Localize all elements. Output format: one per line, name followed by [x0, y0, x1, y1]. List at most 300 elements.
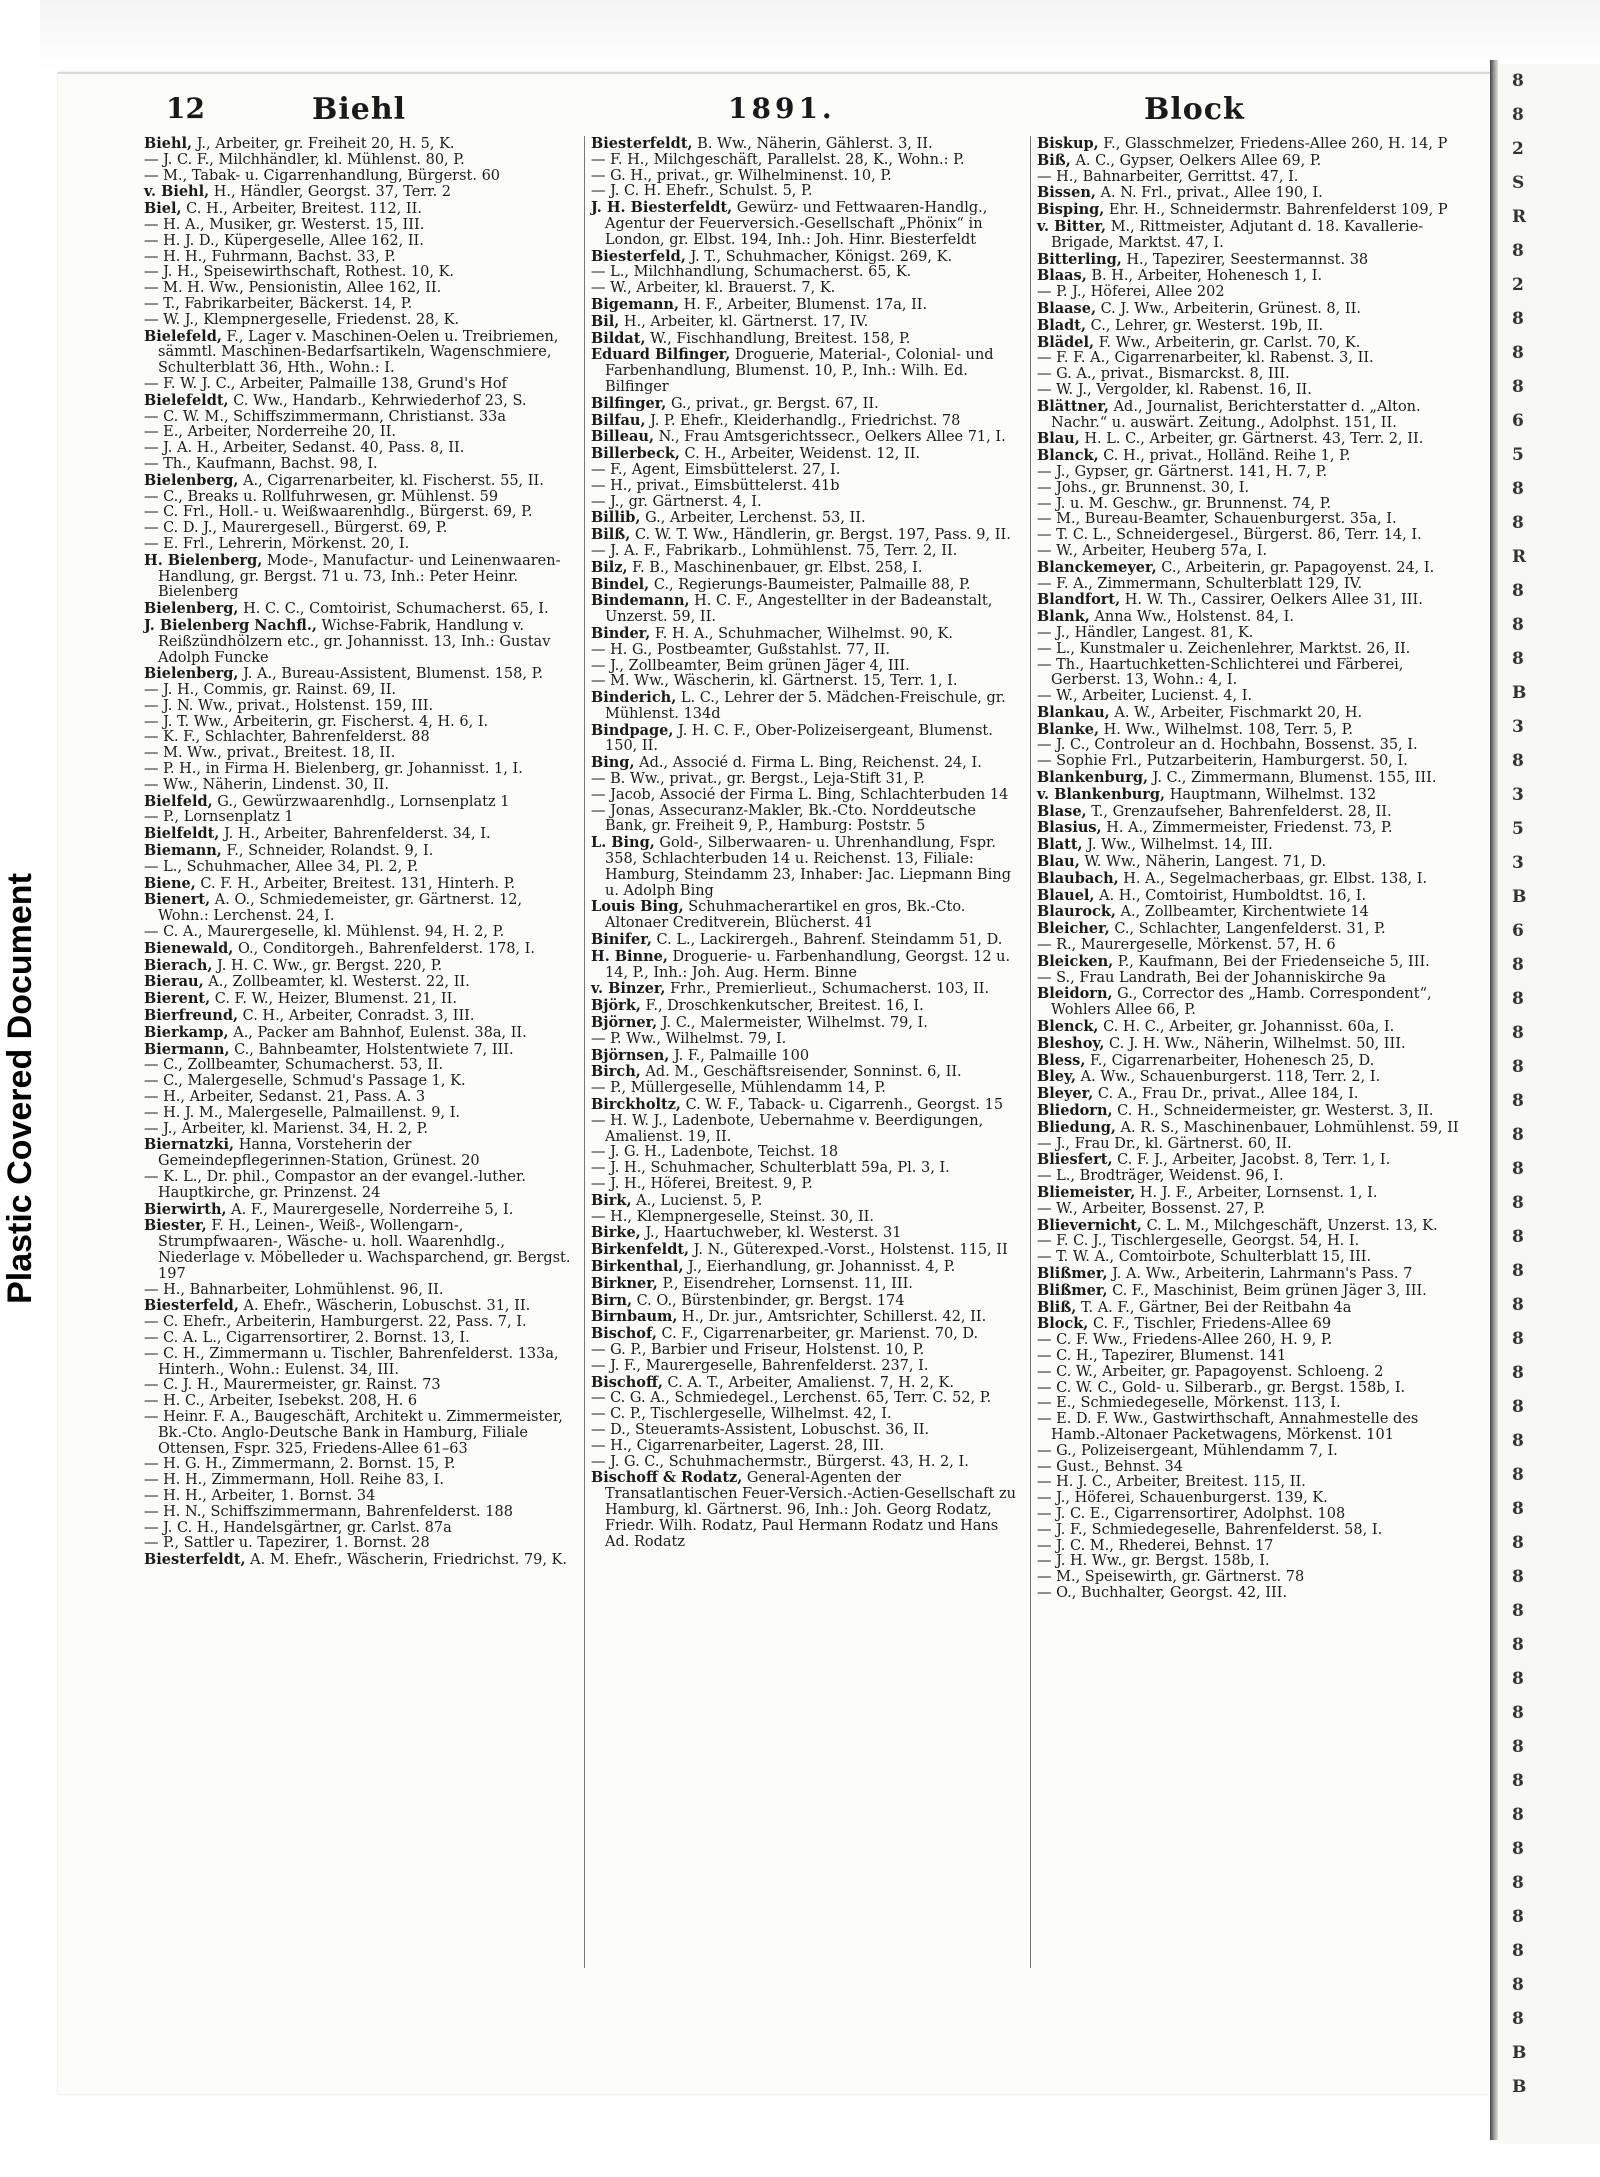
adjacent-page-letter: 8	[1512, 241, 1524, 261]
directory-entry	[1037, 1569, 1468, 1586]
entry-name: Bindel,	[591, 575, 650, 593]
entry-details: C. H., Schneidermeister, gr. Westerst. 3, II.	[1112, 1103, 1434, 1120]
adjacent-page-letter: 8	[1512, 343, 1524, 363]
entry-details: — C. H., Zimmermann u. Tischler, Bahrenfelderst. 133a, Hinterh., Wohn.: Eulenst. 34, III.	[144, 1345, 559, 1378]
entry-name: Birn,	[591, 1291, 632, 1309]
directory-entry	[1037, 1347, 1468, 1365]
directory-entry	[144, 665, 576, 683]
entry-details: — P. J., Höferei, Allee 202	[1037, 284, 1225, 301]
entry-details: — J. N. Ww., privat., Holstenst. 159, III.	[144, 697, 434, 714]
entry-details: Ehr. H., Schneidermstr. Bahrenfelderst 109, P	[1104, 202, 1448, 219]
entry-details: B. H., Arbeiter, Hohenesch 1, I.	[1086, 268, 1323, 285]
entry-details: — G. A., privat., Bismarckst. 8, III.	[1037, 366, 1290, 383]
entry-name: Blievernicht,	[1037, 1216, 1142, 1234]
entry-details: F. H. A., Schuhmacher, Wilhelmst. 90, K.	[650, 625, 953, 642]
entry-name: L. Bing,	[591, 834, 655, 852]
directory-entry	[1037, 542, 1468, 560]
entry-details: A. R. S., Maschinenbauer, Lohmühlenst. 59, II	[1115, 1119, 1459, 1136]
adjacent-page-letter: 2	[1512, 275, 1524, 295]
directory-entry	[591, 1176, 1022, 1193]
entry-details: — J. C. M., Rhederei, Behnst. 17	[1037, 1537, 1274, 1554]
entry-details: — J. A. H., Arbeiter, Sedanst. 40, Pass. 8, II.	[144, 440, 465, 457]
entry-details: J. N., Güterexped.-Vorst., Holstenst. 115, II	[689, 1242, 1008, 1259]
directory-entry	[144, 1089, 576, 1106]
directory-entry	[591, 673, 1022, 690]
directory-entry	[1037, 575, 1468, 593]
adjacent-page-letter: S	[1512, 173, 1525, 193]
entry-details: — K. L., Dr. phil., Compastor an der evangel.-luther. Hauptkirche, gr. Prinzenst. 24	[144, 1169, 526, 1201]
adjacent-page-letter: 8	[1512, 1873, 1524, 1893]
directory-entry	[144, 1314, 576, 1331]
directory-entry	[591, 1421, 1022, 1439]
directory-entry	[144, 1456, 576, 1473]
directory-entry	[144, 551, 576, 601]
directory-entry	[591, 834, 1022, 899]
entry-details: A., Lucienst. 5, P.	[631, 1192, 763, 1209]
entry-details: N., Frau Amtsgerichtssecr., Oelkers Allee 71, I.	[654, 429, 1006, 446]
directory-entry	[591, 445, 1022, 463]
entry-details: — Heinr. F. A., Baugeschäft, Architekt u. Zimmermeister, Bk.-Cto. Anglo-Deutsche Bank in Hamburg, Filiale Ottensen, Fspr. 325, Friedens-Allee 61–63	[144, 1408, 563, 1457]
entry-details: H. L. C., Arbeiter, gr. Gärtnerst. 43, Terr. 2, II.	[1079, 431, 1424, 448]
entry-name: Blank,	[1037, 608, 1090, 626]
entry-details: — C. W., Arbeiter, gr. Papagoyenst. Schloeng. 2	[1037, 1363, 1384, 1380]
directory-entry	[1037, 688, 1468, 705]
directory-entry	[144, 956, 576, 975]
entry-name: Blase,	[1037, 802, 1087, 820]
directory-entry	[144, 520, 576, 537]
entry-name: Binderich,	[591, 689, 677, 707]
directory-entry	[144, 471, 576, 490]
entry-name: Bliemeister,	[1037, 1184, 1136, 1201]
entry-details: — L., Brodträger, Weidenst. 96, I.	[1037, 1168, 1284, 1185]
entry-details: A. Ww., Schauenburgerst. 118, Terr. 2, I.	[1076, 1069, 1381, 1086]
entry-details: — M., Speisewirth, gr. Gärtnerst. 78	[1037, 1569, 1305, 1586]
directory-entry	[1037, 608, 1468, 626]
entry-details: — P., Sattler u. Tapezirer, 1. Bornst. 28	[144, 1535, 430, 1552]
entry-name: Blau,	[1037, 430, 1080, 448]
entry-details: — H., Cigarrenarbeiter, Lagerst. 28, III.	[591, 1437, 885, 1454]
entry-name: Bielenberg,	[144, 665, 239, 683]
adjacent-page-letter: 3	[1512, 785, 1524, 805]
adjacent-page-letter: 8	[1512, 1363, 1524, 1383]
entry-name: Louis Bing,	[591, 898, 684, 916]
directory-entry	[591, 542, 1022, 560]
directory-entry	[144, 1217, 576, 1282]
adjacent-page-letter: 8	[1512, 581, 1524, 601]
adjacent-page-letter: 3	[1512, 853, 1524, 873]
directory-entry	[1037, 1395, 1468, 1412]
entry-details: — F., Agent, Eimsbüttelerst. 27, I.	[591, 461, 841, 478]
entry-details: A. M. Ehefr., Wäscherin, Friedrichst. 79, K.	[245, 1552, 567, 1569]
adjacent-page-letter: 5	[1512, 819, 1524, 839]
directory-entry	[144, 990, 576, 1008]
entry-name: Bilfinger,	[591, 394, 667, 412]
entry-details: General-Agenten der Transatlantischen Feuer-Versich.-Actien-Gesellschaft zu Hamburg, kl. Gärtnerst. 96, Inh.: Joh. Georg Rodatz, Friedr. Wilh. Rodatz, Paul Hermann Rodatz und Hans Ad. Rodatz	[605, 1470, 1016, 1550]
entry-details: G., Gewürzwaarenhdlg., Lornsenplatz 1	[212, 793, 510, 810]
directory-entry	[1037, 350, 1468, 367]
entry-details: — G., Polizeisergeant, Mühlendamm 7, I.	[1037, 1442, 1338, 1459]
entry-details: Ad. M., Geschäftsreisender, Sonninst. 6, II.	[640, 1064, 962, 1081]
entry-details: C. J. H. Ww., Näherin, Wilhelmst. 50, III.	[1104, 1035, 1406, 1052]
entry-details: H. J. F., Arbeiter, Lornsenst. 1, I.	[1135, 1185, 1378, 1201]
entry-details: — H. N., Schiffszimmermann, Bahrenfelderst. 188	[144, 1503, 513, 1520]
entry-name: Bissen,	[1037, 184, 1096, 202]
entry-details: — C. D. J., Maurergesell., Bürgerst. 69, P.	[144, 520, 448, 537]
directory-entry	[591, 1274, 1022, 1293]
directory-entry	[1037, 886, 1468, 905]
directory-entry	[144, 535, 576, 553]
entry-details: F., Schneider, Rolandst. 9, I.	[221, 843, 434, 860]
entry-details: C. W. T. Ww., Händlerin, gr. Bergst. 197, Pass. 9, II.	[630, 527, 1011, 544]
entry-name: Blau,	[1037, 853, 1080, 871]
adjacent-page-letter: 8	[1512, 1091, 1524, 1111]
entry-name: Bing,	[591, 754, 635, 772]
entry-details: — J., Gypser, gr. Gärtnerst. 141, H. 7, P.	[1037, 463, 1328, 480]
directory-entry	[1037, 1363, 1468, 1381]
directory-entry	[1037, 1168, 1468, 1185]
directory-entry	[591, 980, 1022, 998]
entry-details: — J. A. F., Fabrikarb., Lohmühlenst. 75, Terr. 2, II.	[591, 542, 958, 559]
directory-entry	[591, 1080, 1022, 1097]
entry-details: C. H., Arbeiter, Weidenst. 12, II.	[679, 446, 921, 463]
entry-details: A. Ehefr., Wäscherin, Lobuschst. 31, II.	[238, 1298, 531, 1315]
entry-details: — M. Ww., privat., Breitest. 18, II.	[144, 745, 396, 762]
adjacent-page-letter: 8	[1512, 309, 1524, 329]
directory-entry	[1037, 1051, 1468, 1070]
directory-entry	[591, 1308, 1022, 1326]
adjacent-page-letter: 8	[1512, 615, 1524, 635]
entry-name: Bless,	[1037, 1051, 1086, 1069]
entry-name: Bleicher,	[1037, 920, 1110, 938]
entry-details: — C. F. Ww., Friedens-Allee 260, H. 9, P.	[1037, 1332, 1333, 1349]
entry-details: — H., Arbeiter, Sedanst. 21, Pass. A. 3	[144, 1089, 426, 1106]
directory-entry	[591, 786, 1022, 804]
directory-entry	[591, 1291, 1022, 1310]
entry-details: Droguerie- u. Farbenhandlung, Georgst. 12 u. 14, P., Inh.: Joh. Aug. Herm. Binne	[605, 948, 1011, 981]
adjacent-page-letter: 8	[1512, 1533, 1524, 1553]
entry-name: Bilz,	[591, 558, 628, 576]
entry-details: G., Corrector des „Hamb. Correspondent“, Wohlers Allee 66, P.	[1051, 986, 1432, 1019]
entry-details: — E., Schmiedegeselle, Mörkenst. 113, I.	[1037, 1395, 1341, 1412]
entry-name: H. Binne,	[591, 947, 668, 965]
entry-name: Bilfau,	[591, 411, 646, 429]
entry-name: Binder,	[591, 624, 651, 642]
directory-entry	[1037, 299, 1468, 318]
directory-entry	[591, 689, 1022, 723]
entry-details: F., Glasschmelzer, Friedens-Allee 260, H. 14, P	[1098, 136, 1448, 152]
entry-details: C. L. M., Milchgeschäft, Unzerst. 13, K.	[1141, 1217, 1438, 1234]
entry-details: — C. W. M., Schiffszimmermann, Christianst. 33a	[144, 408, 506, 425]
entry-name: Eduard Bilfinger,	[591, 346, 731, 364]
entry-details: — J. C. F., Milchhändler, kl. Mühlenst. 80, P.	[144, 151, 465, 168]
directory-entry	[1037, 495, 1468, 513]
adjacent-page-letter: 8	[1512, 1907, 1524, 1927]
directory-entry	[1037, 903, 1468, 921]
entry-details: — H. J. M., Malergeselle, Palmaillenst. 9, I.	[144, 1104, 461, 1121]
directory-entry	[144, 1073, 576, 1090]
directory-entry	[591, 641, 1022, 659]
directory-entry	[144, 729, 576, 746]
entry-details: Anna Ww., Holstenst. 84, I.	[1089, 609, 1294, 626]
directory-entry	[1037, 1068, 1468, 1086]
directory-entry	[1037, 381, 1468, 399]
entry-name: Bleicken,	[1037, 952, 1114, 970]
adjacent-page-letter: 8	[1512, 649, 1524, 669]
directory-entry	[144, 216, 576, 234]
entry-name: v. Biehl,	[144, 183, 210, 201]
entry-details: C. F., Cigarrenarbeiter, gr. Marienst. 70, D.	[656, 1326, 979, 1343]
directory-entry	[144, 1519, 576, 1537]
entry-details: J., Eierhandlung, gr. Johannisst. 4, P.	[683, 1258, 956, 1275]
entry-details: Frhr., Premierlieut., Schumacherst. 103, II.	[665, 981, 990, 998]
entry-details: C., Bahnbeamter, Holstentwiete 7, III.	[229, 1041, 514, 1058]
directory-entry	[591, 997, 1022, 1015]
entry-name: Blanke,	[1037, 720, 1100, 738]
entry-details: H. C. C., Comtoirist, Schumacherst. 65, I.	[238, 601, 549, 618]
entry-details: J. A., Bureau-Assistent, Blumenst. 158, P.	[238, 666, 544, 683]
entry-details: — R., Maurergeselle, Mörkenst. 57, H. 6	[1037, 937, 1336, 954]
directory-entry	[1037, 1018, 1468, 1036]
directory-entry	[591, 411, 1022, 430]
entry-details: — J. H. Ww., gr. Bergst. 158b, I.	[1037, 1553, 1270, 1570]
entry-details: C. L., Lackirergeh., Bahrenf. Steindamm 51, D.	[651, 932, 1003, 949]
directory-entry	[591, 898, 1022, 932]
directory-entry	[591, 1014, 1022, 1032]
entry-details: — J., Höferei, Schauenburgerst. 139, K.	[1037, 1490, 1328, 1507]
page-header	[102, 92, 1482, 132]
entry-details: A. C., Gypser, Oelkers Allee 69, P.	[1070, 152, 1322, 169]
adjacent-page-letter: 8	[1512, 1975, 1524, 1995]
directory-entry	[1037, 1490, 1468, 1507]
directory-entry	[591, 136, 1022, 153]
directory-entry	[1037, 591, 1468, 609]
entry-name: Birkenfeldt,	[591, 1241, 690, 1259]
entry-details: — C. Ehefr., Arbeiterin, Hamburgerst. 22, Pass. 7, I.	[144, 1314, 527, 1331]
directory-entry	[591, 151, 1022, 169]
directory-entry	[144, 1136, 576, 1170]
entry-name: Bleidorn,	[1037, 985, 1113, 1003]
directory-entry	[144, 792, 576, 811]
directory-entry	[1037, 511, 1468, 528]
entry-name: Blandfort,	[1037, 591, 1121, 609]
directory-entry	[591, 477, 1022, 495]
directory-entry	[1037, 1102, 1468, 1120]
entry-details: H. A., Segelmacherbaas, gr. Elbst. 138, I.	[1118, 870, 1428, 887]
entry-details: — F. H., Milchgeschäft, Parallelst. 28, K., Wohn.: P.	[591, 151, 965, 168]
entry-details: — C. H., Tapezirer, Blumenst. 141	[1037, 1347, 1287, 1364]
directory-entry	[144, 295, 576, 313]
directory-entry	[144, 858, 576, 876]
entry-details: — C. Frl., Holl.- u. Weißwaarenhdlg., Bürgerst. 69, P.	[144, 504, 533, 521]
entry-details: C. Ww., Handarb., Kehrwiederhof 23, S.	[228, 392, 527, 409]
entry-name: Birkner,	[591, 1274, 658, 1292]
directory-entry	[144, 1104, 576, 1122]
entry-name: Biesterfeldt,	[591, 136, 693, 152]
entry-details: — T., Fabrikarbeiter, Bäckerst. 14, P.	[144, 295, 413, 312]
directory-entry	[144, 1120, 576, 1138]
entry-details: C., Regierungs-Baumeister, Palmaille 88, P.	[649, 576, 971, 593]
directory-entry	[144, 697, 576, 715]
directory-entry	[591, 493, 1022, 511]
entry-name: Blättner,	[1037, 397, 1109, 415]
directory-entry	[591, 931, 1022, 949]
entry-details: Mode-, Manufactur- und Leinenwaaren-Handlung, gr. Bergst. 71 u. 73, Inh.: Peter Heinr. Bielenberg	[158, 552, 561, 601]
entry-details: — B. Ww., privat., gr. Bergst., Leja-Stift 31, P.	[591, 771, 925, 788]
directory-entry	[591, 1257, 1022, 1276]
entry-details: C. H., Arbeiter, Conradst. 3, III.	[238, 1008, 475, 1025]
directory-entry	[591, 1241, 1022, 1259]
entry-name: Bielfeld,	[144, 792, 213, 810]
entry-name: v. Binzer,	[591, 980, 666, 998]
entry-details: G., privat., gr. Bergst. 67, II.	[666, 395, 879, 412]
directory-entry	[591, 1112, 1022, 1146]
entry-details: — H. W. J., Ladenbote, Uebernahme v. Beerdigungen, Amalienst. 19, II.	[591, 1112, 984, 1145]
entry-details: J. C., Malermeister, Wilhelmst. 79, I.	[657, 1015, 928, 1032]
entry-name: Billib,	[591, 509, 641, 527]
adjacent-page-letter: 8	[1512, 1635, 1524, 1655]
entry-details: C., Arbeiterin, gr. Papagoyenst. 24, I.	[1156, 559, 1435, 576]
directory-entry	[144, 327, 576, 377]
left-catchword: Biehl	[312, 92, 407, 127]
entry-name: Blaase,	[1037, 299, 1096, 317]
entry-name: Blasius,	[1037, 819, 1102, 837]
directory-entry	[144, 151, 576, 169]
entry-name: Bierwirth,	[144, 1200, 227, 1218]
directory-entry	[1037, 656, 1468, 690]
directory-entry	[144, 1535, 576, 1552]
adjacent-page-letter: B	[1512, 2043, 1527, 2063]
directory-entry	[1037, 1151, 1468, 1169]
entry-details: — J. H., Höferei, Breitest. 9, P.	[591, 1176, 813, 1192]
side-label	[0, 0, 40, 2177]
adjacent-page-letter: 8	[1512, 479, 1524, 499]
directory-entry	[1037, 819, 1468, 837]
entry-details: T., Grenzaufseher, Bahrenfelderst. 28, II.	[1086, 803, 1392, 820]
directory-entry	[591, 1373, 1022, 1392]
adjacent-page-letter: 8	[1512, 1227, 1524, 1247]
entry-details: J. P. Ehefr., Kleiderhandlg., Friedrichst. 78	[645, 412, 961, 429]
adjacent-page-letter: 8	[1512, 513, 1524, 533]
adjacent-page-letter: 8	[1512, 71, 1524, 91]
directory-entry	[591, 802, 1022, 836]
entry-name: Bienert,	[144, 891, 211, 909]
directory-entry	[1037, 1264, 1468, 1283]
directory-entry	[591, 1144, 1022, 1161]
directory-entry	[144, 776, 576, 794]
entry-details: — F. W. J. C., Arbeiter, Palmaille 138, Grund's Hof	[144, 375, 507, 392]
directory-entry	[1037, 1233, 1468, 1250]
entry-details: — Th., Haartuchketten-Schlichterei und Färberei, Gerberst. 13, Wohn.: 4, I.	[1037, 656, 1404, 689]
side-label-text: Plastic Covered Document	[0, 873, 39, 1304]
entry-name: J. Bielenberg Nachfl.,	[144, 616, 317, 634]
directory-entry	[591, 721, 1022, 756]
directory-entry	[144, 1007, 576, 1025]
directory-entry	[1037, 952, 1468, 971]
entry-details: — C., Malergeselle, Schmud's Passage 1, K.	[144, 1073, 466, 1090]
directory-entry	[1037, 479, 1468, 497]
directory-entry	[1037, 1200, 1468, 1218]
directory-entry	[1037, 1216, 1468, 1235]
entry-details: C. H., Arbeiter, Breitest. 112, II.	[181, 201, 422, 218]
directory-entry	[1037, 1411, 1468, 1444]
directory-entry	[144, 311, 576, 329]
directory-entry	[591, 346, 1022, 395]
adjacent-page-letter: 8	[1512, 1057, 1524, 1077]
entry-details: F., Cigarrenarbeiter, Hohenesch 25, D.	[1085, 1052, 1375, 1069]
entry-details: — W. J., Klempnergeselle, Friedenst. 28, K.	[144, 311, 460, 328]
directory-entry	[144, 424, 576, 441]
entry-name: Björk,	[591, 997, 641, 1015]
entry-name: Bielenberg,	[144, 600, 239, 618]
entry-details: H., Dr. jur., Amtsrichter, Schillerst. 42, II.	[677, 1309, 987, 1326]
directory-entry	[1037, 1442, 1468, 1460]
entry-details: Gold-, Silberwaaren- u. Uhrenhandlung, Fspr. 358, Schlachterbuden 14 u. Reichenst. 13, Filiale: Hamburg, Steindamm 23, Inhaber: Jac. Liepmann Bing u. Adolph Bing	[605, 835, 1011, 899]
directory-entry	[1037, 250, 1468, 269]
adjacent-page-letter: 8	[1512, 1499, 1524, 1519]
entry-details: F. H., Leinen-, Weiß-, Wollengarn-, Strumpfwaaren-, Wäsche- u. holl. Waarenhdlg., Niederlage v. Möbelleder u. Wachsparchend, gr. Bergst. 197	[158, 1218, 571, 1282]
entry-name: Blankau,	[1037, 703, 1110, 721]
entry-name: Bisping,	[1037, 201, 1105, 219]
directory-entry	[1037, 1118, 1468, 1137]
directory-entry	[1037, 802, 1468, 821]
entry-name: Biesterfeld,	[591, 247, 686, 265]
entry-details: — F. F. A., Cigarrenarbeiter, kl. Rabenst. 3, II.	[1037, 350, 1374, 367]
directory-entry	[144, 504, 576, 521]
entry-details: — F. C. J., Tischlergeselle, Georgst. 54, H. I.	[1037, 1233, 1360, 1250]
adjacent-page-letter: B	[1512, 2077, 1527, 2097]
directory-entry	[591, 1469, 1022, 1550]
entry-details: — H. C., Arbeiter, Isebekst. 208, H. 6	[144, 1393, 418, 1410]
entry-details: — E. Frl., Lehrerin, Mörkenst. 20, I.	[144, 535, 410, 552]
directory-entry	[1037, 136, 1468, 153]
directory-entry	[144, 200, 576, 218]
directory-entry	[144, 825, 576, 843]
entry-name: Bindpage,	[591, 721, 674, 739]
entry-name: Blenck,	[1037, 1018, 1099, 1036]
entry-details: A. F., Maurergeselle, Norderreihe 5, I.	[226, 1201, 514, 1218]
directory-entry	[1037, 201, 1468, 219]
directory-entry	[1037, 284, 1468, 301]
directory-entry	[1037, 1315, 1468, 1333]
entry-details: — M. Ww., Wäscherin, kl. Gärtnerst. 15, Terr. 1, I.	[591, 673, 958, 690]
directory-entry	[591, 947, 1022, 982]
directory-entry	[144, 1023, 576, 1042]
entry-name: Bischof,	[591, 1325, 657, 1343]
entry-details: J. F., Palmaille 100	[669, 1047, 810, 1064]
entry-name: Birke,	[591, 1224, 641, 1242]
directory-entry	[144, 713, 576, 731]
entry-details: J. Ww., Wilhelmst. 14, III.	[1082, 837, 1273, 854]
directory-entry	[591, 461, 1022, 479]
adjacent-page-letter: 8	[1512, 1329, 1524, 1349]
entry-details: — C., Zollbeamter, Schumacherst. 53, II.	[144, 1057, 444, 1074]
entry-name: Biskup,	[1037, 136, 1099, 152]
page-gutter	[1490, 60, 1498, 2140]
adjacent-page-letter: 8	[1512, 1159, 1524, 1179]
directory-entry	[144, 616, 576, 666]
entry-details: M., Rittmeister, Adjutant d. 18. Kavallerie-Brigade, Marktst. 47, I.	[1051, 218, 1424, 251]
adjacent-page-letter: B	[1512, 887, 1527, 907]
entry-name: Blaurock,	[1037, 903, 1116, 921]
directory-entry	[144, 375, 576, 393]
entry-details: — G. P., Barbier und Friseur, Holstenst. 10, P.	[591, 1341, 925, 1358]
entry-details: — L., Milchhandlung, Schumacherst. 65, K.	[591, 264, 912, 281]
entry-details: C. F. H., Arbeiter, Breitest. 131, Hinterh. P.	[195, 875, 516, 892]
entry-details: Schuhmacherartikel en gros, Bk.-Cto. Altonaer Creditverein, Blücherst. 41	[605, 899, 966, 932]
directory-entry	[1037, 1034, 1468, 1053]
adjacent-page-letter: 8	[1512, 1023, 1524, 1043]
entry-details: A., Zollbeamter, kl. Westerst. 22, II.	[203, 974, 470, 991]
